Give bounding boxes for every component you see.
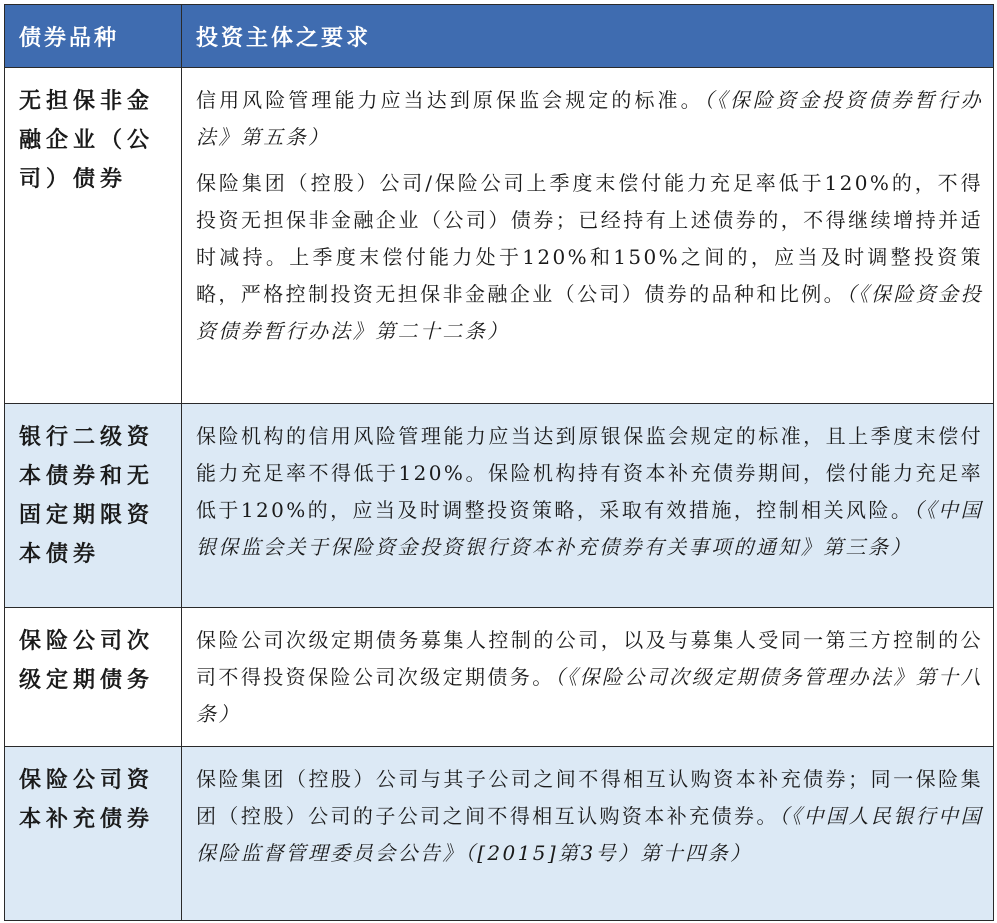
requirement-cell	[182, 68, 994, 404]
header-bond-type: 债券品种	[5, 5, 182, 68]
requirement-cell	[182, 747, 994, 921]
bond-investor-requirements-table	[4, 4, 994, 921]
bond-type-cell: 保险公司次级定期债务	[5, 608, 182, 747]
requirement-cell	[182, 608, 994, 747]
requirement-cell	[182, 404, 994, 608]
requirement-text: 保险机构的信用风险管理能力应当达到原银保监会规定的标准，且上季度末偿付能力充足率不得低于120%。保险机构持有资本补充债券期间，偿付能力充足率低于120%的，应当及时调整投资策略，采取有效措施，控制相关风险。	[196, 424, 983, 522]
requirement-paragraph	[196, 165, 983, 350]
requirement-text: 信用风险管理能力应当达到原保监会规定的标准。	[196, 88, 704, 112]
header-row	[5, 5, 994, 68]
requirement-paragraph	[196, 761, 983, 872]
regulation-citation: （《保险公司次级定期债务管理办法》第十八条）	[196, 665, 983, 726]
requirement-paragraph	[196, 418, 983, 566]
requirement-paragraph	[196, 622, 983, 733]
table-body	[5, 68, 994, 921]
header-investor-requirements: 投资主体之要求	[182, 5, 994, 68]
table-row	[5, 608, 994, 747]
requirement-text: 保险公司次级定期债务募集人控制的公司，以及与募集人受同一第三方控制的公司不得投资保险公司次级定期债务。	[196, 628, 983, 689]
table-header	[5, 5, 994, 68]
table-row	[5, 404, 994, 608]
bond-type-cell: 无担保非金融企业（公司）债券	[5, 68, 182, 404]
table-row	[5, 68, 994, 404]
requirement-text: 保险集团（控股）公司/保险公司上季度末偿付能力充足率低于120%的，不得投资无担保非金融企业（公司）债券；已经持有上述债券的，不得继续增持并适时减持。上季度末偿付能力处于120%和150%之间的，应当及时调整投资策略，严格控制投资无担保非金融企业（公司）债券的品种和比例。	[196, 171, 983, 306]
regulation-citation: （《中国银保监会关于保险资金投资银行资本补充债券有关事项的通知》第三条）	[196, 498, 983, 559]
requirement-text: 保险集团（控股）公司与其子公司之间不得相互认购资本补充债券；同一保险集团（控股）公司的子公司之间不得相互认购资本补充债券。	[196, 767, 983, 828]
requirement-paragraph	[196, 82, 983, 156]
regulation-citation: （《保险资金投资债券暂行办法》第二十二条）	[196, 282, 983, 343]
regulation-citation: （《中国人民银行中国保险监督管理委员会公告》（[2015]第3号）第十四条）	[196, 804, 983, 865]
bond-type-cell: 保险公司资本补充债券	[5, 747, 182, 921]
bond-type-cell: 银行二级资本债券和无固定期限资本债券	[5, 404, 182, 608]
regulation-citation: （《保险资金投资债券暂行办法》第五条）	[196, 88, 983, 149]
table-row	[5, 747, 994, 921]
